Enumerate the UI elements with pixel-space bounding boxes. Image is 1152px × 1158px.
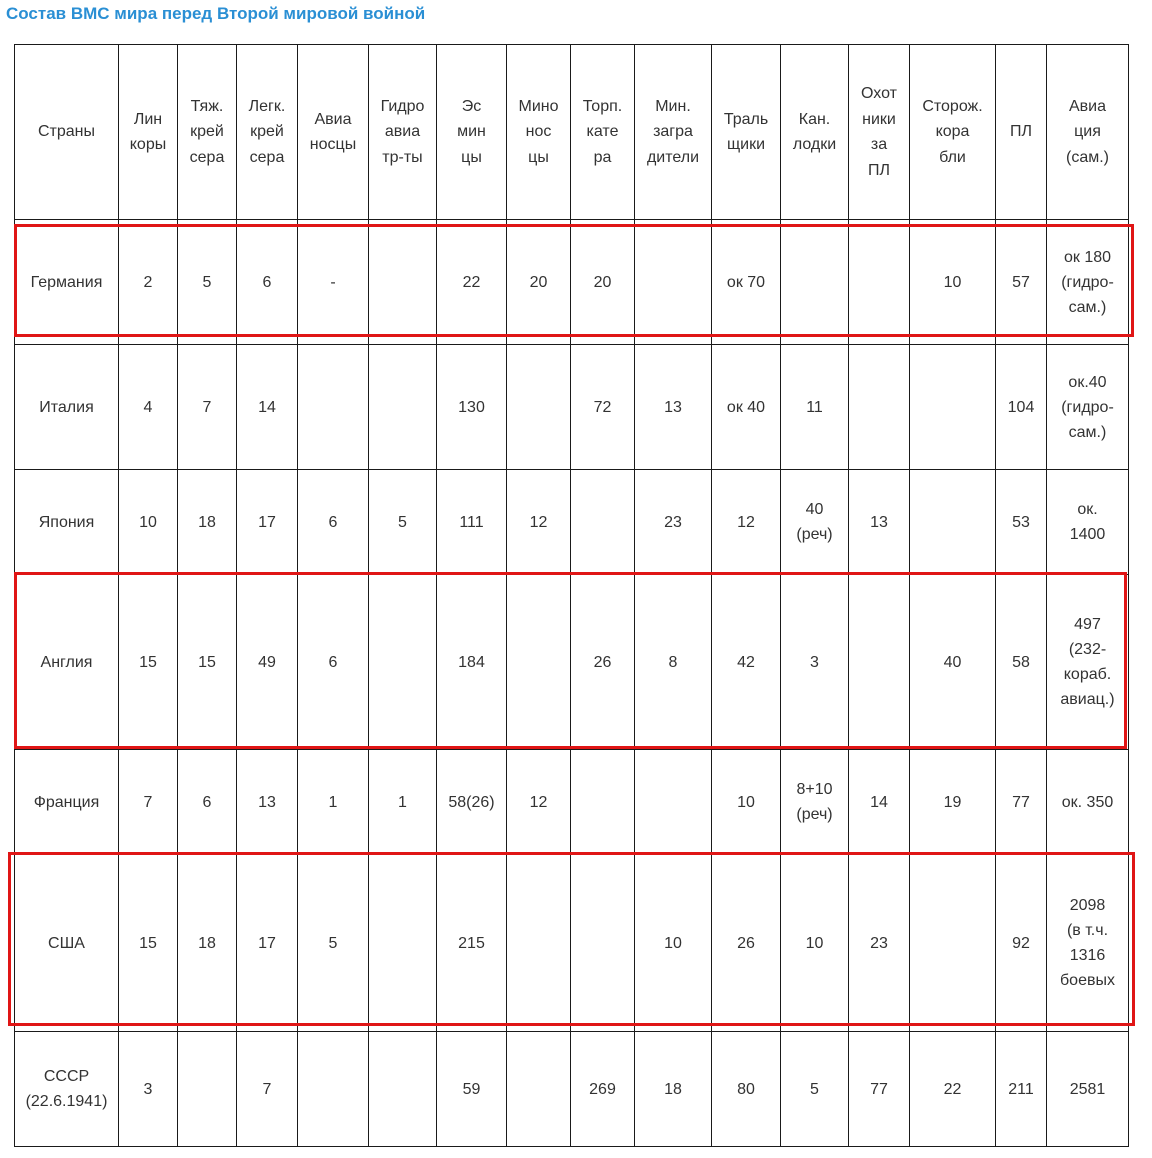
cell-text-line: сам.) [1068,423,1107,441]
table-cell [119,220,178,345]
table-cell [781,345,849,470]
table-cell [119,750,178,855]
table-cell [849,750,910,855]
cell-text-line: 18 [664,1080,682,1098]
table-cell [635,575,712,750]
table-cell [237,470,298,575]
table-cell [1047,750,1129,855]
cell-text-line: сера [189,148,225,166]
table-cell [849,345,910,470]
cell-text-line: 7 [262,1080,272,1098]
cell-text-line: 10 [805,934,824,952]
column-header [1047,45,1129,220]
table-cell [781,575,849,750]
table-cell [635,750,712,855]
cell-text-line: лодки [792,136,837,153]
table-cell [849,220,910,345]
cell-text-line: Япония [38,513,95,531]
cell-text-line: 184 [458,653,485,671]
table-cell [635,855,712,1032]
cell-text-line: Авиа [1068,97,1106,115]
table-cell [298,470,369,575]
table-cell [571,220,635,345]
table-cell [712,1032,781,1147]
table-cell [712,575,781,750]
table-cell [178,750,237,855]
table-cell [119,470,178,575]
cell-text-line: (гидро- [1061,398,1114,416]
table-cell [178,345,237,470]
cell-text-line: щики [726,136,766,153]
table-cell [178,575,237,750]
cell-text-line: 4 [143,398,153,416]
cell-text-line: 58 [1012,653,1030,671]
table-header-row [15,45,1129,220]
cell-text-line: Авиа [314,110,352,128]
cell-text-line: 77 [870,1080,888,1098]
cell-text-line: 111 [459,513,484,531]
table-cell [910,855,996,1032]
cell-text-line: Охот [861,85,897,102]
column-header [298,45,369,220]
column-header [369,45,437,220]
cell-text-line: цы [528,148,549,166]
table-cell [119,575,178,750]
cell-text-line: 23 [664,513,682,531]
cell-text-line: (22.6.1941) [25,1093,108,1110]
table-cell [237,1032,298,1147]
table-cell [298,220,369,345]
column-header [507,45,571,220]
cell-text-line: Страны [37,123,95,141]
cell-text-line: 80 [737,1080,755,1098]
cell-text-line: боевых [1060,972,1115,989]
cell-text-line: 40 [943,653,962,671]
cell-text-line: Тяж. [190,97,224,115]
cell-text-line: авиа [384,123,421,141]
table-cell [712,855,781,1032]
column-header [15,45,119,220]
cell-text-line: 7 [202,398,212,416]
cell-text-line: Италия [39,398,94,416]
cell-text-line: Эс [461,97,482,115]
cell-text-line: 49 [258,653,276,671]
cell-text-line: (гидро- [1061,273,1114,291]
cell-text-line: Легк. [248,97,286,115]
column-header [781,45,849,220]
cell-text-line: 10 [737,793,755,811]
cell-text-line: цы [461,148,482,166]
cell-text-line: 18 [198,513,216,531]
cell-text-line: Кан. [798,110,831,128]
table-cell [178,220,237,345]
cell-text-line: 211 [1008,1080,1034,1098]
column-header [178,45,237,220]
table-cell [996,575,1047,750]
cell-text-line: бли [939,148,966,166]
table-cell [571,575,635,750]
cell-text-line: сам.) [1068,298,1107,316]
cell-text-line: нос [525,123,552,141]
cell-text-line: Траль [723,110,769,128]
cell-text-line: 53 [1012,513,1030,531]
cell-text-line: 5 [398,513,407,531]
table-cell [237,575,298,750]
table-cell [437,750,507,855]
cell-text-line: 58(26) [448,793,495,811]
table-cell [1047,470,1129,575]
table-cell [849,470,910,575]
cell-text-line: (реч) [796,526,833,543]
cell-text-line: 6 [262,273,272,291]
table-cell [178,855,237,1032]
table-cell [119,345,178,470]
table-cell [369,575,437,750]
country-cell [15,855,119,1032]
cell-text-line: носцы [309,136,357,153]
cell-text-line: авиац.) [1060,691,1115,708]
table-cell [849,855,910,1032]
cell-text-line: 5 [202,273,212,291]
table-cell [119,855,178,1032]
cell-text-line: (реч) [796,806,833,823]
cell-text-line: ок. [1077,501,1098,518]
table-cell [178,470,237,575]
table-row [15,855,1129,1032]
cell-text-line: 17 [258,513,276,531]
table-cell [910,575,996,750]
table-cell [1047,345,1129,470]
table-cell [635,1032,712,1147]
column-header [437,45,507,220]
cell-text-line: 12 [529,513,548,531]
table-cell [571,750,635,855]
cell-text-line: 1 [398,793,407,811]
table-row [15,575,1129,750]
cell-text-line: 1400 [1069,526,1106,543]
cell-text-line: 18 [198,934,216,952]
table-cell [369,855,437,1032]
cell-text-line: крей [250,123,284,141]
cell-text-line: 104 [1007,398,1035,416]
table-cell [996,220,1047,345]
cell-text-line: крей [190,123,224,141]
table-cell [635,345,712,470]
column-header [996,45,1047,220]
table-cell [507,345,571,470]
table-cell [849,1032,910,1147]
table-cell [571,855,635,1032]
table-cell [507,470,571,575]
column-header [910,45,996,220]
cell-text-line: 5 [328,934,338,952]
cell-text-line: ок 70 [726,273,766,291]
cell-text-line: 92 [1012,934,1030,952]
cell-text-line: 10 [943,273,962,291]
table-cell [712,470,781,575]
country-cell [15,575,119,750]
cell-text-line: кора [935,123,970,141]
cell-text-line: 12 [737,513,755,531]
table-cell [507,220,571,345]
cell-text-line: 17 [258,934,276,952]
cell-text-line: 20 [593,273,612,291]
table-cell [996,1032,1047,1147]
cell-text-line: Франция [33,793,100,811]
cell-text-line: 1316 [1069,947,1106,964]
cell-text-line: Торп. [582,97,623,115]
cell-text-line: 26 [737,934,755,952]
cell-text-line: Англия [40,653,93,671]
cell-text-line: 20 [529,273,548,291]
cell-text-line: ПЛ [1010,123,1032,141]
cell-text-line: Гидро [380,97,425,115]
table-cell [996,855,1047,1032]
cell-text-line: 14 [870,793,888,811]
cell-text-line: 6 [202,793,212,811]
table-cell [369,220,437,345]
cell-text-line: ра [593,148,612,166]
cell-text-line: (в т.ч. [1066,922,1109,939]
table-row [15,345,1129,470]
table-cell [571,1032,635,1147]
table-cell [507,1032,571,1147]
table-cell [571,470,635,575]
table-cell [712,220,781,345]
table-row [15,1032,1129,1147]
country-cell [15,750,119,855]
cell-text-line: США [48,934,85,952]
table-cell [369,470,437,575]
cell-text-line: 19 [943,793,962,811]
table-cell [369,345,437,470]
table-row [15,220,1129,345]
cell-text-line: ники [862,110,896,128]
cell-text-line: ок 180 [1063,248,1112,266]
table-cell [237,855,298,1032]
table-cell [178,1032,237,1147]
cell-text-line: за [870,136,888,153]
cell-text-line: 6 [328,653,338,671]
table-cell [1047,1032,1129,1147]
cell-text-line: 13 [870,513,888,531]
cell-text-line: сера [249,148,285,166]
cell-text-line: 269 [589,1080,616,1098]
cell-text-line: 15 [198,653,216,671]
table-cell [298,345,369,470]
column-header [571,45,635,220]
table-cell [437,345,507,470]
table-cell [781,1032,849,1147]
cell-text-line: кораб. [1063,666,1112,683]
table-cell [1047,220,1129,345]
cell-text-line: 22 [462,273,481,291]
cell-text-line: 5 [810,1080,819,1098]
country-cell [15,345,119,470]
cell-text-line: 2 [143,273,153,291]
table-cell [119,1032,178,1147]
cell-text-line: 2098 [1069,897,1106,914]
table-cell [910,345,996,470]
cell-text-line: 497 [1074,616,1101,633]
cell-text-line: 14 [258,398,276,416]
table-cell [437,575,507,750]
table-cell [781,220,849,345]
table-cell [298,855,369,1032]
cell-text-line: 26 [593,653,612,671]
page-title: Состав ВМС мира перед Второй мировой войной [6,4,426,23]
cell-text-line: мин [457,123,486,141]
table-cell [437,855,507,1032]
table-cell [781,855,849,1032]
table-cell [781,470,849,575]
column-header [712,45,781,220]
cell-text-line: Лин [133,110,163,128]
cell-text-line: 2581 [1069,1080,1106,1098]
cell-text-line: 42 [737,653,755,671]
table-cell [781,750,849,855]
cell-text-line: дители [646,148,700,166]
cell-text-line: тр-ты [382,148,423,166]
table-row [15,750,1129,855]
table-cell [910,220,996,345]
cell-text-line: - [330,273,336,291]
cell-text-line: 3 [143,1080,153,1098]
table-cell [369,750,437,855]
country-cell [15,1032,119,1147]
table-cell [237,750,298,855]
table-cell [298,750,369,855]
country-cell [15,470,119,575]
cell-text-line: 1 [328,793,338,811]
cell-text-line: 10 [139,513,157,531]
cell-text-line: 6 [328,513,338,531]
cell-text-line: 3 [810,653,819,671]
cell-text-line: Германия [30,273,103,291]
table-cell [437,1032,507,1147]
cell-text-line: Мино [518,97,559,115]
table-cell [712,345,781,470]
cell-text-line: 11 [806,398,823,416]
table-cell [910,470,996,575]
navy-composition-table [14,44,1129,1147]
cell-text-line: загра [653,123,693,141]
cell-text-line: ок.40 [1068,373,1107,391]
cell-text-line: 72 [593,398,612,416]
cell-text-line: 59 [462,1080,481,1098]
cell-text-line: 15 [139,653,157,671]
cell-text-line: 10 [664,934,682,952]
table-cell [507,575,571,750]
table-cell [910,750,996,855]
table-cell [507,855,571,1032]
table-cell [635,220,712,345]
cell-text-line: ПЛ [868,161,890,179]
table-cell [996,345,1047,470]
column-header [635,45,712,220]
table-cell [1047,855,1129,1032]
table-cell [507,750,571,855]
column-header [849,45,910,220]
cell-text-line: Мин. [655,97,691,115]
table-cell [437,470,507,575]
cell-text-line: 215 [458,934,485,952]
cell-text-line: 15 [139,934,157,952]
column-header [237,45,298,220]
country-cell [15,220,119,345]
cell-text-line: СССР [43,1068,90,1085]
cell-text-line: ция [1074,123,1101,141]
cell-text-line: 130 [458,398,485,416]
table-cell [369,1032,437,1147]
cell-text-line: 57 [1012,273,1030,291]
table-cell [996,750,1047,855]
cell-text-line: 8+10 [796,781,833,798]
table-cell [571,345,635,470]
table-cell [910,1032,996,1147]
cell-text-line: 22 [943,1080,962,1098]
table-cell [298,575,369,750]
cell-text-line: ок. 350 [1061,793,1114,811]
table-cell [298,1032,369,1147]
column-header [119,45,178,220]
table-cell [237,345,298,470]
cell-text-line: кате [586,123,619,141]
cell-text-line: 13 [258,793,276,811]
cell-text-line: ок 40 [726,398,766,416]
cell-text-line: (232- [1068,641,1107,658]
cell-text-line: (сам.) [1066,148,1109,166]
table-cell [849,575,910,750]
table-cell [437,220,507,345]
cell-text-line: 77 [1012,793,1030,811]
cell-text-line: 12 [529,793,548,811]
table-cell [237,220,298,345]
cell-text-line: Сторож. [922,97,983,115]
table-cell [996,470,1047,575]
table-cell [1047,575,1129,750]
cell-text-line: 23 [870,934,888,952]
table-cell [712,750,781,855]
cell-text-line: 13 [664,398,682,416]
table-row [15,470,1129,575]
table-cell [635,470,712,575]
cell-text-line: 7 [143,793,153,811]
cell-text-line: 40 [805,501,824,518]
cell-text-line: 8 [668,653,678,671]
cell-text-line: коры [129,136,167,153]
